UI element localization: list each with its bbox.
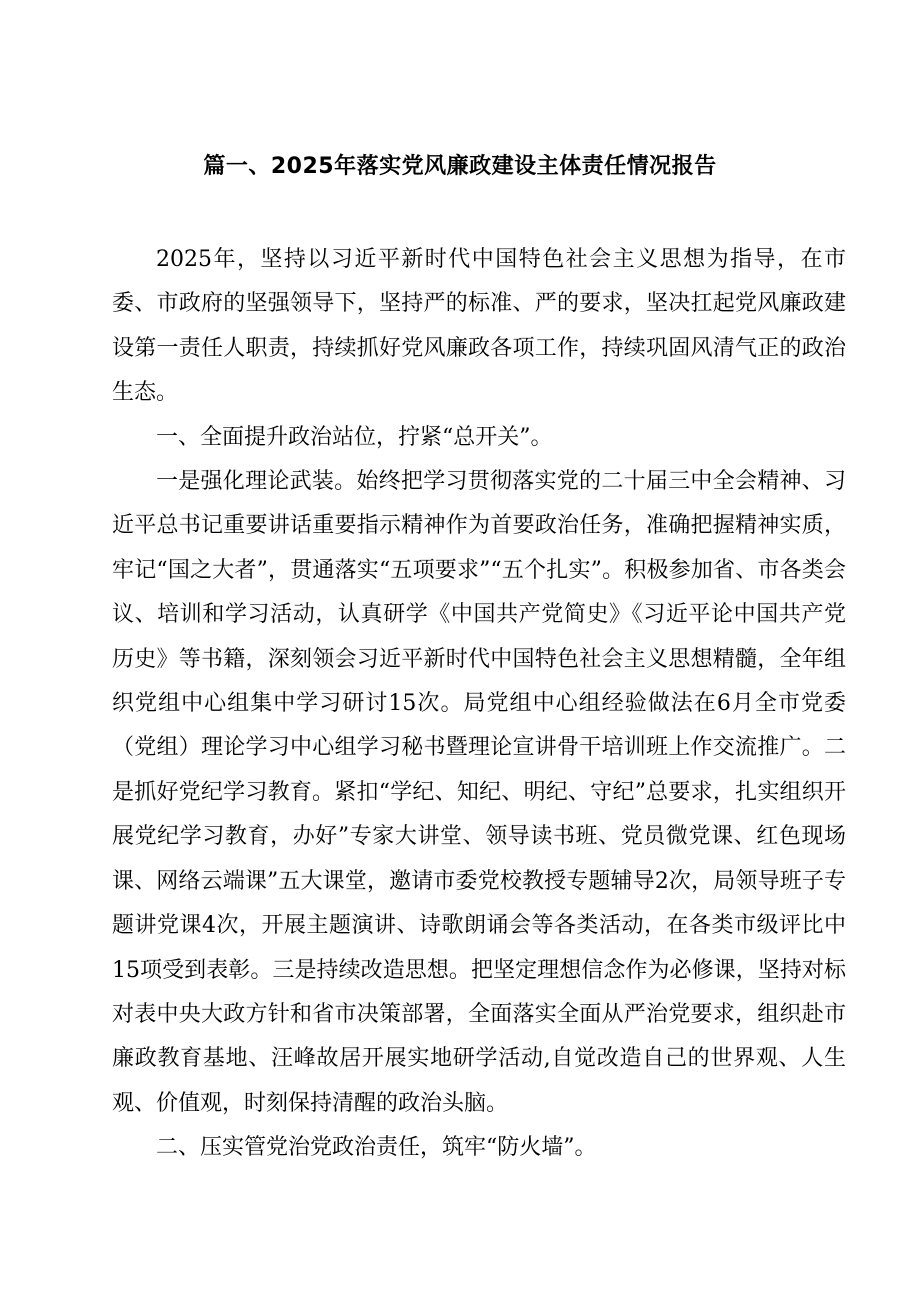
paragraph-section-1: 一是强化理论武装。始终把学习贯彻落实党的二十届三中全会精神、习近平总书记重要讲话重要指示精神作为首要政治任务，准确把握精神实质，牢记“国之大者”，贯通落实“五项要求”“五个扎实”。积极参加省、市各类会议、培训和学习活动，认真研学《中国共产党简史》《习近平论中国共产党历史》等书籍，深刻领会习近平新时代中国特色社会主义思想精髓，全年组织党组中心组集中学习研讨15次。局党组中心组经验做法在6月全市党委（党组）理论学习中心组学习秘书暨理论宣讲骨干培训班上作交流推广。二是抓好党纪学习教育。紧扣“学纪、知纪、明纪、守纪”总要求，扎实组织开展党纪学习教育，办好”专家大讲堂、领导读书班、党员微党课、红色现场课、网络云端课”五大课堂，邀请市委党校教授专题辅导2次，局领导班子专题讲党课4次，开展主题演讲、诗歌朗诵会等各类活动，在各类市级评比中15项受到表彰。三是持续改造思想。把坚定理想信念作为必修课，坚持对标对表中央大政方针和省市决策部署，全面落实全面从严治党要求，组织赴市廉政教育基地、汪峰故居开展实地研学活动,自觉改造自己的世界观、人生观、价值观，时刻保持清醒的政治头脑。 (112, 469, 846, 1116)
document-title: 篇一、2025年落实党风廉政建设主体责任情况报告 (203, 154, 717, 179)
document-body (112, 238, 846, 1171)
section-heading-2: 二、压实管党治党政治责任，筑牢“防火墙”。 (156, 1135, 597, 1161)
section-heading-1: 一、全面提升政治站位，拧紧“总开关”。 (156, 424, 553, 450)
paragraph-intro: 2025年，坚持以习近平新时代中国特色社会主义思想为指导，在市委、市政府的坚强领导下，坚持严的标准、严的要求，坚决扛起党风廉政建设第一责任人职责，持续抓好党风廉政各项工作，持续巩固风清气正的政治生态。 (112, 247, 846, 406)
